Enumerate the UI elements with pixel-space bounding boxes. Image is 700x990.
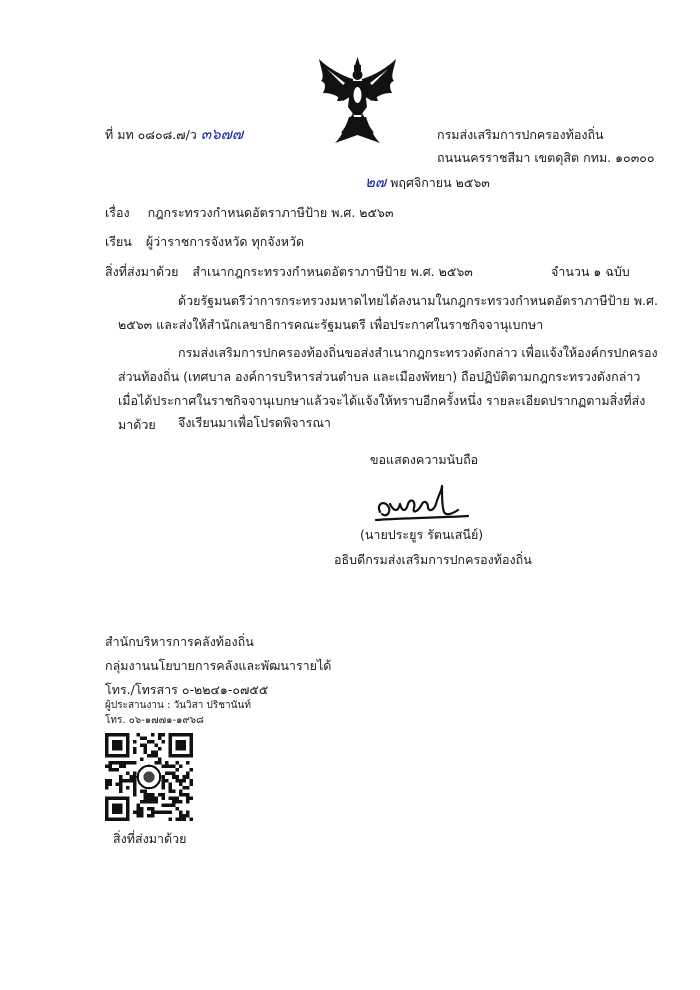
- paragraph-1: [118, 289, 658, 337]
- qr-caption: สิ่งที่ส่งมาด้วย: [113, 831, 187, 846]
- date-day-handwritten: ๒๗: [365, 173, 387, 191]
- paragraph-3: จึงเรียนมาเพื่อโปรดพิจารณา: [178, 415, 331, 430]
- to-label: เรียน: [105, 234, 132, 249]
- footer-office: สำนักบริหารการคลังท้องถิ่น: [105, 634, 254, 649]
- handwritten-signature: [372, 482, 472, 526]
- signer-title: อธิบดีกรมส่งเสริมการปกครองท้องถิ่น: [334, 552, 532, 567]
- subject-text: กฎกระทรวงกำหนดอัตราภาษีป้าย พ.ศ. ๒๕๖๓: [147, 205, 394, 220]
- sender-org: กรมส่งเสริมการปกครองท้องถิ่น: [437, 127, 604, 142]
- enclosure-label: สิ่งที่ส่งมาด้วย: [105, 264, 179, 279]
- footer-coordinator-phone: โทร. ๐๖-๑๗๗๑-๑๙๖๘: [105, 715, 204, 726]
- enclosure-text: สำเนากฎกระทรวงกำหนดอัตราภาษีป้าย พ.ศ. ๒๕๖๓: [192, 264, 473, 279]
- closing: ขอแสดงความนับถือ: [370, 452, 479, 467]
- paragraph-1-text: ด้วยรัฐมนตรีว่าการกระทรวงมหาดไทยได้ลงนามในกฎกระทรวงกำหนดอัตราภาษีป้าย พ.ศ. ๒๕๖๓ และส่งให้สำนักเลขาธิการคณะรัฐมนตรี เพื่อประกาศในราชกิจจานุเบกษา: [118, 293, 658, 332]
- ref-number-label: ที่ มท ๐๘๐๘.๗/ว: [105, 127, 197, 142]
- footer-coordinator: ผู้ประสานงาน : วันวิสา ปริชานันท์: [105, 700, 251, 711]
- footer-group: กลุ่มงานนโยบายการคลังและพัฒนารายได้: [105, 658, 332, 673]
- letter-date: [365, 174, 490, 191]
- garuda-emblem: [315, 55, 400, 145]
- to-text: ผู้ว่าราชการจังหวัด ทุกจังหวัด: [145, 234, 305, 249]
- signer-name: (นายประยูร รัตนเสนีย์): [360, 527, 484, 542]
- footer-phone-fax: โทร./โทรสาร ๐-๒๒๔๑-๐๗๕๕: [105, 682, 269, 697]
- date-month-year: พฤศจิกายน ๒๕๖๓: [390, 175, 490, 190]
- sender-address: ถนนนครราชสีมา เขตดุสิต กทม. ๑๐๓๐๐: [437, 150, 655, 165]
- enclosure-count: จำนวน ๑ ฉบับ: [551, 264, 630, 279]
- subject-label: เรื่อง: [105, 205, 130, 220]
- qr-code[interactable]: [105, 733, 193, 821]
- paragraph-2-text: กรมส่งเสริมการปกครองท้องถิ่นขอส่งสำเนากฎกระทรวงดังกล่าว เพื่อแจ้งให้องค์กรปกครองส่วนท้องถิ่น (เทศบาล องค์การบริหารส่วนตำบล และเมืองพัทยา) ถือปฏิบัติตามกฎกระทรวงดังกล่าว เมื่อได้ประกาศในราชกิจจานุเบกษาแล้วจะได้แจ้งให้ทราบอีกครั้งหนึ่ง รายละเอียดปรากฏตามสิ่งที่ส่งมาด้วย: [118, 345, 658, 432]
- ref-number-handwritten: ๓๖๗๗: [200, 125, 244, 143]
